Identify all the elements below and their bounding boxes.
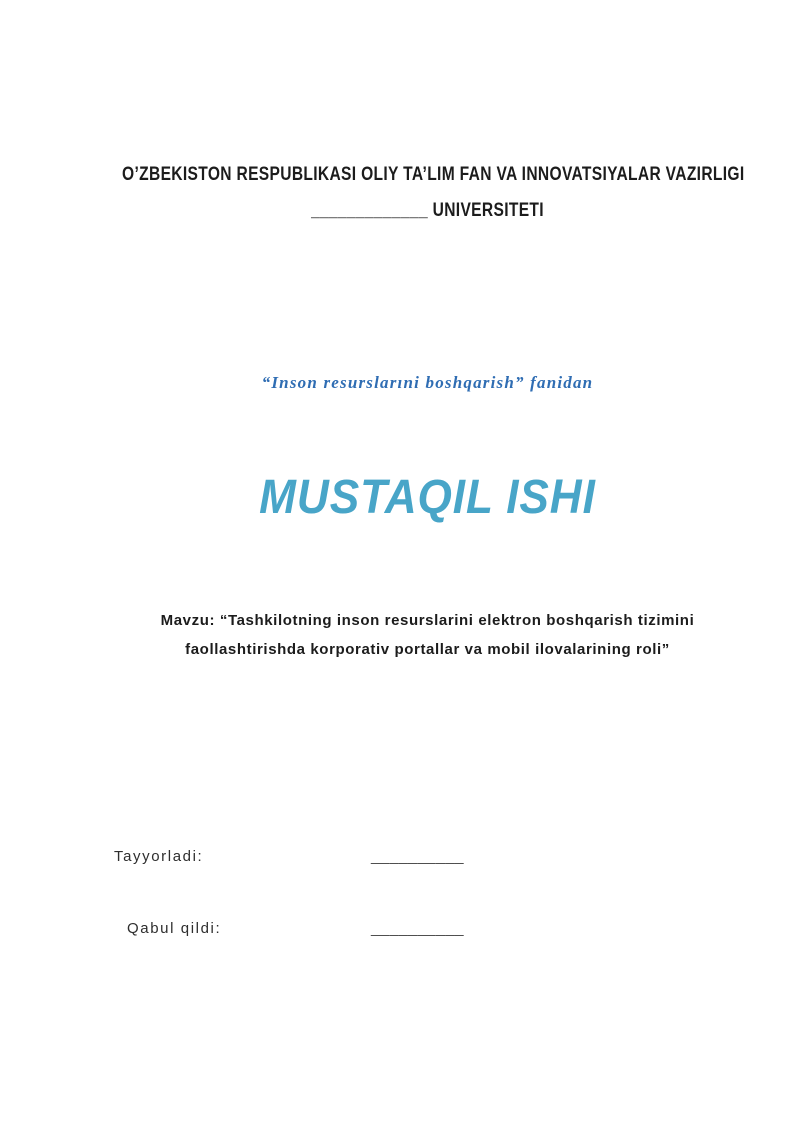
university-heading: _____________ UNIVERSITETI bbox=[311, 200, 544, 221]
main-title: MUSTAQIL ISHI bbox=[259, 471, 596, 524]
topic-line-1: Mavzu: “Tashkilotning inson resurslarini elektron boshqarish tizimini bbox=[160, 612, 695, 629]
accepted-by-blank-line: __________ bbox=[371, 920, 464, 937]
topic-paragraph bbox=[55, 606, 800, 664]
accepted-by-label: Qabul qildi: bbox=[127, 920, 222, 937]
prepared-by-blank-line: __________ bbox=[371, 848, 464, 865]
prepared-by-row bbox=[0, 848, 800, 872]
ministry-heading: O’ZBEKISTON RESPUBLIKASI OLIY TA’LIM FAN VA INNOVATSIYALAR VAZIRLIGI bbox=[122, 164, 745, 185]
prepared-by-label: Tayyorladi: bbox=[114, 848, 204, 865]
course-subtitle: “Inson resurslarıni boshqarish” fanidan bbox=[261, 373, 594, 392]
accepted-by-row bbox=[0, 920, 800, 944]
topic-line-2: faollashtirishda korporativ portallar va mobil ilovalarining roli” bbox=[185, 641, 670, 658]
